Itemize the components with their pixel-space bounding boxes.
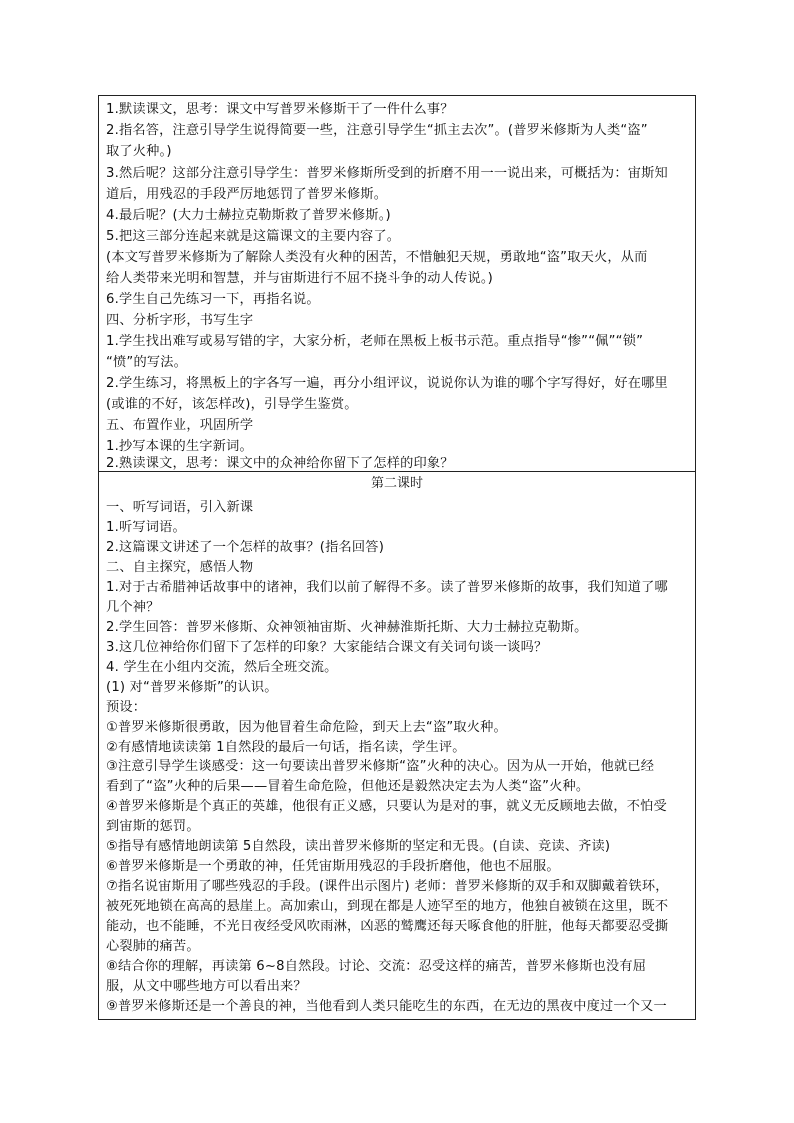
text-line: 1.对于古希腊神话故事中的诸神，我们以前了解得不多。读了普罗米修斯的故事，我们知道了哪 (106, 580, 668, 595)
text-line: 给人类带来光明和智慧，并与宙斯进行不屈不挠斗争的动人传说。) (106, 271, 493, 286)
text-line: 看到了“盗”火种的后果——冒着生命危险，但他还是毅然决定去为人类“盗”火种。 (106, 779, 590, 794)
lesson-plan-table (98, 95, 696, 1020)
text-line: (1) 对“普罗米修斯”的认识。 (106, 680, 278, 695)
text-line: 1.听写词语。 (106, 520, 186, 535)
section-heading: 四、分析字形，书写生字 (106, 313, 254, 328)
text-line: 6.学生自己先练习一下，再指名说。 (106, 292, 320, 307)
text-line: ①普罗米修斯很勇敢，因为他冒着生命危险，到天上去“盗”取火种。 (106, 720, 507, 735)
text-line: “愤”的写法。 (106, 355, 188, 370)
text-line: 被死死地锁在高高的悬崖上。高加索山，到现在都是人迹罕至的地方，他独自被锁在这里，既不 (106, 899, 669, 914)
text-line: 1.默读课文，思考：课文中写普罗米修斯干了一件什么事？ (106, 102, 454, 117)
text-line: (本文写普罗米修斯为了解除人类没有火种的困苦，不惜触犯天规，勇敢地“盗”取天火，从而 (106, 250, 648, 265)
text-line: 道后，用残忍的手段严厉地惩罚了普罗米修斯。 (106, 187, 388, 202)
text-line: 服，从文中哪些地方可以看出来？ (106, 979, 307, 994)
second-lesson-title: 第二课时 (370, 476, 423, 491)
text-line: ②有感情地读读第 1自然段的最后一句话，指名读，学生评。 (106, 740, 466, 755)
text-line: 取了火种。) (106, 144, 172, 159)
text-line: ③注意引导学生谈感受：这一句要读出普罗米修斯“盗”火种的决心。因为从一开始，他就已经 (106, 759, 655, 774)
text-line: 2.指名答，注意引导学生说得简要一些，注意引导学生“抓主去次”。(普罗米修斯为人类“盗” (106, 123, 648, 138)
text-line: ⑧结合你的理解，再读第 6~8自然段。讨论、交流：忍受这样的痛苦，普罗米修斯也没有屈 (106, 959, 647, 974)
text-line: 预设： (106, 700, 147, 715)
text-line: 2.学生练习，将黑板上的字各写一遍，再分小组评议，说说你认为谁的哪个字写得好，好在哪里 (106, 376, 668, 391)
text-line: ⑤指导有感情地朗读第 5自然段，读出普罗米修斯的坚定和无畏。(自读、竞读、齐读) (106, 839, 611, 854)
text-line: 几个神？ (106, 600, 160, 615)
text-line: ⑨普罗米修斯还是一个善良的神，当他看到人类只能吃生的东西，在无边的黑夜中度过一个又一 (106, 999, 667, 1014)
text-line: ⑦指名说宙斯用了哪些残忍的手段。(课件出示图片) 老师：普罗米修斯的双手和双脚戴着铁环， (106, 879, 669, 894)
text-line: 3.然后呢？这部分注意引导学生：普罗米修斯所受到的折磨不用一一说出来，可概括为：宙斯知 (106, 166, 668, 181)
text-line: ⑥普罗米修斯是一个勇敢的神，任凭宙斯用残忍的手段折磨他，他也不屈服。 (106, 859, 560, 874)
text-line: 4.最后呢？(大力士赫拉克勒斯救了普罗米修斯。) (106, 208, 391, 223)
text-line: 5.把这三部分连起来就是这篇课文的主要内容了。 (106, 229, 401, 244)
text-line: 1.学生找出难写或易写错的字，大家分析，老师在黑板上板书示范。重点指导“惨”“佩”“锁” (106, 334, 644, 349)
section-heading: 五、布置作业，巩固所学 (106, 418, 254, 433)
cell-divider (99, 471, 695, 472)
text-line: ④普罗米修斯是个真正的英雄，他很有正义感，只要认为是对的事，就义无反顾地去做，不怕受 (106, 799, 667, 814)
text-line: 2.学生回答：普罗米修斯、众神领袖宙斯、火神赫淮斯托斯、大力士赫拉克勒斯。 (106, 620, 588, 635)
text-line: 4. 学生在小组内交流，然后全班交流。 (106, 660, 338, 675)
section-heading: 一、听写词语，引入新课 (106, 500, 254, 515)
text-line: (或谁的不好，该怎样改)，引导学生鉴赏。 (106, 397, 358, 412)
section-heading: 二、自主探究，感悟人物 (106, 560, 254, 575)
text-line: 2.这篇课文讲述了一个怎样的故事？(指名回答) (106, 540, 385, 555)
text-line: 2.熟读课文，思考：课文中的众神给你留下了怎样的印象？ (106, 456, 454, 471)
text-line: 1.抄写本课的生字新词。 (106, 439, 253, 454)
text-line: 到宙斯的惩罚。 (106, 819, 200, 834)
text-line: 3.这几位神给你们留下了怎样的印象？大家能结合课文有关词句谈一谈吗？ (106, 640, 548, 655)
text-line: 能动，也不能睡，不光日夜经受风吹雨淋，凶恶的鹫鹰还每天啄食他的肝脏，他每天都要忍受撕 (106, 919, 669, 934)
text-line: 心裂肺的痛苦。 (106, 939, 200, 954)
